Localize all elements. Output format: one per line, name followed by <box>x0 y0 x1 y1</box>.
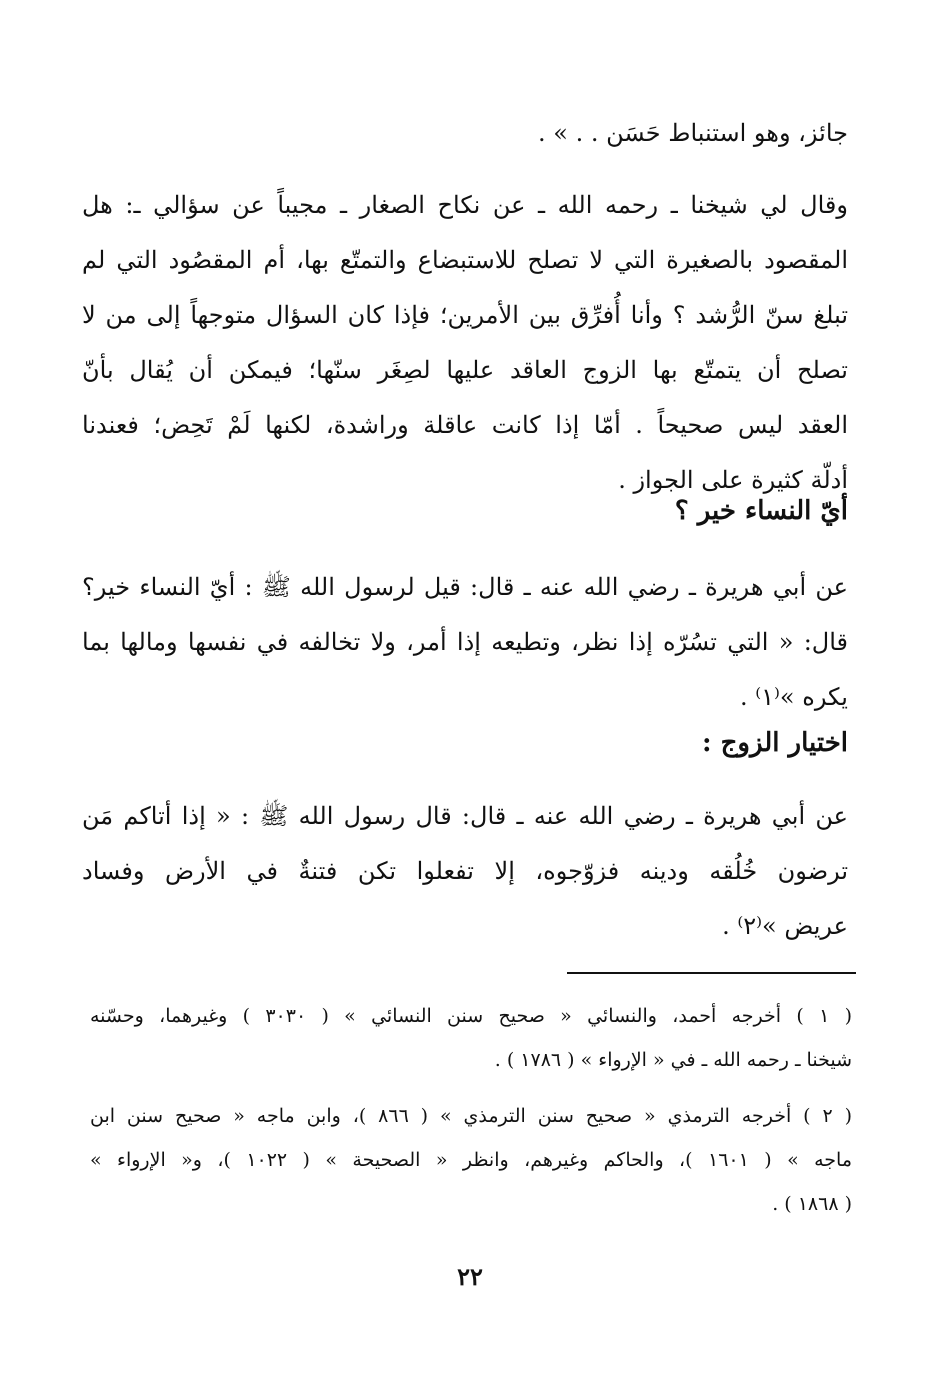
text-line: يكره »⁽١⁾ . <box>739 683 848 711</box>
footnote-line: ماجه » ( ١٦٠١ )، والحاكم وغيرهم، وانظر « الصحيحة » ( ١٠٢٢ )، و« الإرواء » <box>90 1149 852 1171</box>
text-line: أدلّة كثيرة على الجواز . <box>618 466 848 494</box>
footnote-line: شيخنا ـ رحمه الله ـ في « الإرواء » ( ١٧٨٦ ) . <box>494 1049 852 1071</box>
footnote-1 <box>90 994 852 1082</box>
paragraph-continuation <box>82 106 848 161</box>
text-line: وقال لي شيخنا ـ رحمه الله ـ عن نكاح الصغار ـ مجيباً عن سؤالي ـ: هل <box>82 191 848 219</box>
text-line: عن أبي هريرة ـ رضي الله عنه ـ قال: قال رسول الله ﷺ : « إذا أتاكم مَن <box>82 802 848 830</box>
footnote-line: ( ١ ) أخرجه أحمد، والنسائي « صحيح سنن النسائي » ( ٣٠٣٠ ) وغيرهما، وحسّنه <box>90 1005 852 1027</box>
text-line: تصلح أن يتمتّع بها الزوج العاقد عليها لصِغَر سنّها؛ فيمكن أن يُقال بأنّ <box>82 356 848 384</box>
footnote-line: ( ٢ ) أخرجه الترمذي « صحيح سنن الترمذي » ( ٨٦٦ )، وابن ماجه « صحيح سنن ابن <box>90 1105 852 1127</box>
text-line: تبلغ سنّ الرُّشد ؟ وأنا أُفرِّق بين الأمرين؛ فإذا كان السؤال متوجهاً إلى من لا <box>82 301 848 329</box>
section-heading: اختيار الزوج : <box>702 728 848 758</box>
footnote-separator <box>567 972 856 974</box>
text-line: العقد ليس صحيحاً . أمّا إذا كانت عاقلة وراشدة، لكنها لَمْ تَحِض؛ فعندنا <box>82 411 848 439</box>
text-line: المقصود بالصغيرة التي لا تصلح للاستبضاع والتمتّع بها، أم المقصُود التي لم <box>82 246 848 274</box>
footnote-2 <box>90 1094 852 1226</box>
paragraph-hadith-choosing-husband <box>82 789 848 954</box>
text-line: عن أبي هريرة ـ رضي الله عنه ـ قال: قيل لرسول الله ﷺ : أيّ النساء خير؟ <box>82 573 848 601</box>
text-line: قال: « التي تسُرّه إذا نظر، وتطيعه إذا أمر، ولا تخالفه في نفسها ومالها بما <box>82 628 848 656</box>
page-number: ٢٢ <box>457 1262 483 1291</box>
text-line: جائز، وهو استنباط حَسَن . . » . <box>538 119 848 147</box>
paragraph-shaykh-answer <box>82 178 848 508</box>
paragraph-hadith-best-women <box>82 560 848 725</box>
text-line: ترضون خُلُقه ودينه فزوّجوه، إلا تفعلوا تكن فتنةٌ في الأرض وفساد <box>82 857 848 885</box>
footnote-line: ( ١٨٦٨ ) . <box>772 1193 852 1215</box>
section-heading: أيّ النساء خير ؟ <box>674 496 848 526</box>
text-line: عريض »⁽٢⁾ . <box>722 912 848 940</box>
